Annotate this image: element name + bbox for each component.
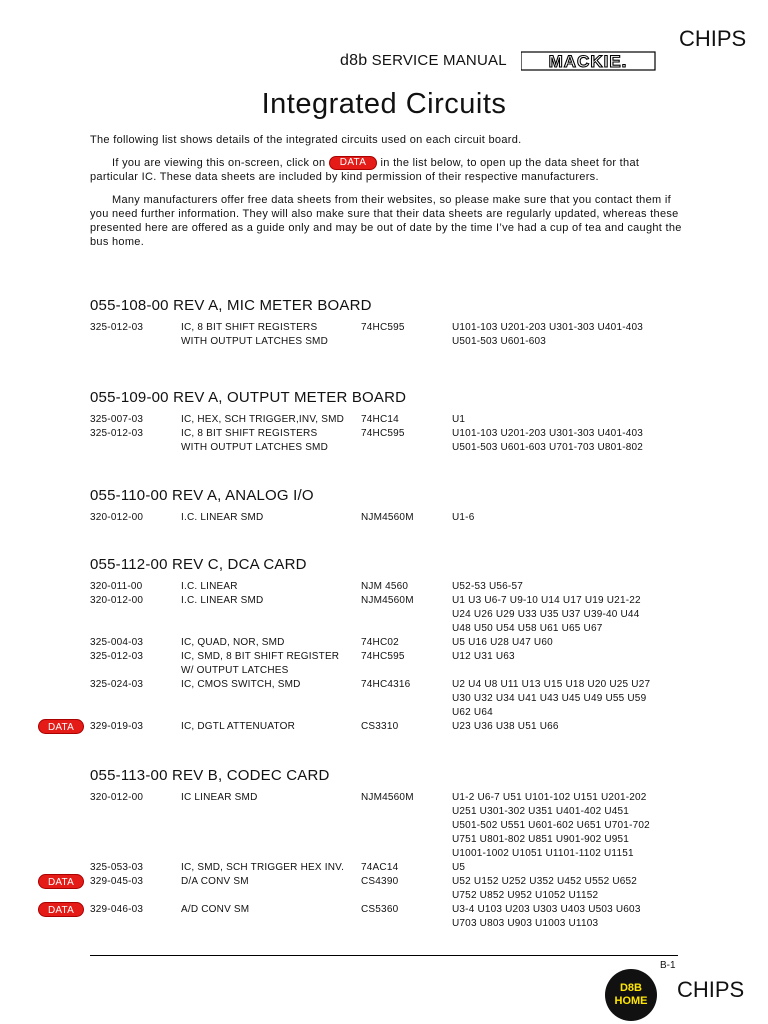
ic-row bbox=[90, 335, 690, 349]
ic-row bbox=[90, 791, 690, 805]
part-number: 320-011-00 bbox=[90, 581, 143, 592]
ic-row bbox=[90, 636, 690, 650]
page-number: B-1 bbox=[660, 960, 676, 971]
ic-type: 74HC595 bbox=[361, 651, 405, 662]
reference-designators: U62 U64 bbox=[452, 707, 493, 718]
ic-type: NJM 4560 bbox=[361, 581, 409, 592]
reference-designators: U52-53 U56-57 bbox=[452, 581, 523, 592]
part-number: 320-012-00 bbox=[90, 595, 144, 606]
ic-description: IC LINEAR SMD bbox=[181, 792, 258, 803]
intro-p2-end: in the list below, to open up the data sheet for that particular IC. These data sheets are included by kind permission of their respective manufacturers. bbox=[90, 157, 640, 183]
reference-designators: U1001-1002 U1051 U1101-1102 U1151 bbox=[452, 848, 634, 859]
part-number: 325-007-03 bbox=[90, 414, 144, 425]
ic-description: D/A CONV SM bbox=[181, 876, 249, 887]
datasheet-link-button[interactable]: DATA bbox=[38, 874, 84, 889]
board-section-title: 055-113-00 REV B, CODEC CARD bbox=[90, 767, 330, 784]
manual-label: SERVICE MANUAL bbox=[371, 52, 507, 69]
ic-row bbox=[90, 321, 690, 335]
ic-type: 74HC595 bbox=[361, 322, 405, 333]
manual-header bbox=[340, 52, 507, 70]
ic-type: NJM4560M bbox=[361, 595, 414, 606]
data-link-example[interactable]: DATA bbox=[329, 156, 377, 170]
home-line-1: D8B bbox=[619, 982, 642, 994]
ic-row bbox=[48, 875, 690, 889]
ic-row bbox=[90, 692, 690, 706]
ic-row bbox=[90, 706, 690, 720]
ic-row bbox=[90, 427, 690, 441]
ic-row bbox=[90, 650, 690, 664]
reference-designators: U101-103 U201-203 U301-303 U401-403 bbox=[452, 322, 644, 333]
model-name: d8b bbox=[340, 52, 368, 69]
ic-type: 74HC14 bbox=[361, 414, 399, 425]
board-section bbox=[90, 297, 690, 349]
ic-description: IC, SMD, 8 BIT SHIFT REGISTER bbox=[181, 651, 340, 662]
reference-designators: U30 U32 U34 U41 U43 U45 U49 U55 U59 bbox=[452, 693, 647, 704]
ic-row bbox=[90, 664, 690, 678]
page-title: Integrated Circuits bbox=[261, 88, 507, 120]
ic-row bbox=[90, 594, 690, 608]
home-line-2: HOME bbox=[614, 995, 648, 1007]
ic-type: NJM4560M bbox=[361, 512, 414, 523]
ic-row bbox=[90, 819, 690, 833]
reference-designators: U501-503 U601-603 bbox=[452, 336, 547, 347]
reference-designators: U2 U4 U8 U11 U13 U15 U18 U20 U25 U27 bbox=[452, 679, 651, 690]
reference-designators: U48 U50 U54 U58 U61 U65 U67 bbox=[452, 623, 603, 634]
ic-description: I.C. LINEAR SMD bbox=[181, 512, 264, 523]
reference-designators: U23 U36 U38 U51 U66 bbox=[452, 721, 559, 732]
ic-type: 74HC595 bbox=[361, 428, 405, 439]
ic-row bbox=[48, 720, 690, 734]
board-section bbox=[48, 767, 690, 931]
ic-description: IC, CMOS SWITCH, SMD bbox=[181, 679, 301, 690]
datasheet-link-button[interactable]: DATA bbox=[38, 719, 84, 734]
part-number: 329-046-03 bbox=[90, 904, 144, 915]
ic-type: 74HC4316 bbox=[361, 679, 411, 690]
reference-designators: U101-103 U201-203 U301-303 U401-403 bbox=[452, 428, 644, 439]
board-section bbox=[48, 556, 690, 734]
ic-description: IC, SMD, SCH TRIGGER HEX INV. bbox=[181, 862, 345, 873]
reference-designators: U703 U803 U903 U1003 U1103 bbox=[452, 918, 599, 929]
mackie-logo bbox=[521, 51, 659, 71]
ic-row bbox=[90, 889, 690, 903]
reference-designators: U501-502 U551 U601-602 U651 U701-702 bbox=[452, 820, 650, 831]
ic-description: A/D CONV SM bbox=[181, 904, 250, 915]
ic-description: IC, 8 BIT SHIFT REGISTERS bbox=[181, 322, 318, 333]
board-section bbox=[90, 487, 690, 525]
board-section-title: 055-112-00 REV C, DCA CARD bbox=[90, 556, 307, 573]
ic-row bbox=[90, 413, 690, 427]
part-number: 329-045-03 bbox=[90, 876, 144, 887]
ic-type: NJM4560M bbox=[361, 792, 414, 803]
ic-row bbox=[90, 917, 690, 931]
intro-paragraph-3: Many manufacturers offer free data sheets from their websites, so please make sure that you contact them if you need further information. They will also make sure that their data sheets are regularly updated, whereas these presented here are offered as a guide only and may be out of date by the time I’ve had a cup of tea and caught the bus home. bbox=[90, 194, 682, 248]
ic-description: IC, QUAD, NOR, SMD bbox=[181, 637, 285, 648]
reference-designators: U12 U31 U63 bbox=[452, 651, 515, 662]
ic-description: I.C. LINEAR bbox=[181, 581, 238, 592]
reference-designators: U501-503 U601-603 U701-703 U801-802 bbox=[452, 442, 644, 453]
mackie-logo-text: MACKIE. bbox=[548, 52, 628, 71]
reference-designators: U3-4 U103 U203 U303 U403 U503 U603 bbox=[452, 904, 641, 915]
reference-designators: U1 bbox=[452, 414, 466, 425]
chips-corner-label: CHIPS bbox=[679, 26, 747, 51]
part-number: 325-024-03 bbox=[90, 679, 144, 690]
reference-designators: U24 U26 U29 U33 U35 U37 U39-40 U44 bbox=[452, 609, 640, 620]
ic-row bbox=[90, 511, 690, 525]
part-number: 325-012-03 bbox=[90, 322, 144, 333]
reference-designators: U1-6 bbox=[452, 512, 475, 523]
reference-designators: U251 U301-302 U351 U401-402 U451 bbox=[452, 806, 630, 817]
reference-designators: U1 U3 U6-7 U9-10 U14 U17 U19 U21-22 bbox=[452, 595, 641, 606]
ic-type: 74HC02 bbox=[361, 637, 399, 648]
ic-row bbox=[90, 805, 690, 819]
board-section-title: 055-108-00 REV A, MIC METER BOARD bbox=[90, 297, 372, 314]
reference-designators: U752 U852 U952 U1052 U1152 bbox=[452, 890, 599, 901]
chips-corner-label-bottom: CHIPS bbox=[677, 977, 745, 1002]
intro-paragraph-1: The following list shows details of the integrated circuits used on each circuit board. bbox=[90, 134, 522, 146]
d8b-home-button[interactable] bbox=[605, 969, 657, 1021]
intro-paragraph-2 bbox=[90, 156, 682, 184]
ic-description: IC, DGTL ATTENUATOR bbox=[181, 721, 295, 732]
intro-p2-start: If you are viewing this on-screen, click on bbox=[112, 157, 326, 169]
reference-designators: U5 bbox=[452, 862, 466, 873]
board-section-title: 055-110-00 REV A, ANALOG I/O bbox=[90, 487, 314, 504]
reference-designators: U1-2 U6-7 U51 U101-102 U151 U201-202 bbox=[452, 792, 647, 803]
ic-row bbox=[90, 441, 690, 455]
footer-rule bbox=[90, 955, 678, 956]
ic-description: I.C. LINEAR SMD bbox=[181, 595, 264, 606]
part-number: 325-012-03 bbox=[90, 428, 144, 439]
ic-type: CS3310 bbox=[361, 721, 399, 732]
board-section-title: 055-109-00 REV A, OUTPUT METER BOARD bbox=[90, 389, 407, 406]
ic-description: W/ OUTPUT LATCHES bbox=[181, 665, 289, 676]
part-number: 320-012-00 bbox=[90, 512, 144, 523]
part-number: 325-053-03 bbox=[90, 862, 144, 873]
ic-row bbox=[90, 833, 690, 847]
part-number: 325-004-03 bbox=[90, 637, 144, 648]
reference-designators: U52 U152 U252 U352 U452 U552 U652 bbox=[452, 876, 638, 887]
datasheet-link-button[interactable]: DATA bbox=[38, 902, 84, 917]
ic-row bbox=[90, 847, 690, 861]
part-number: 325-012-03 bbox=[90, 651, 144, 662]
ic-row bbox=[90, 861, 690, 875]
part-number: 320-012-00 bbox=[90, 792, 144, 803]
ic-description: WITH OUTPUT LATCHES SMD bbox=[181, 442, 329, 453]
ic-row bbox=[90, 622, 690, 636]
board-section bbox=[90, 389, 690, 455]
ic-row bbox=[90, 678, 690, 692]
ic-row bbox=[90, 580, 690, 594]
ic-description: IC, HEX, SCH TRIGGER,INV, SMD bbox=[181, 414, 345, 425]
part-number: 329-019-03 bbox=[90, 721, 144, 732]
ic-row bbox=[48, 903, 690, 917]
ic-type: 74AC14 bbox=[361, 862, 399, 873]
ic-type: CS4390 bbox=[361, 876, 399, 887]
reference-designators: U751 U801-802 U851 U901-902 U951 bbox=[452, 834, 630, 845]
ic-row bbox=[90, 608, 690, 622]
reference-designators: U5 U16 U28 U47 U60 bbox=[452, 637, 553, 648]
ic-type: CS5360 bbox=[361, 904, 399, 915]
ic-description: WITH OUTPUT LATCHES SMD bbox=[181, 336, 329, 347]
ic-description: IC, 8 BIT SHIFT REGISTERS bbox=[181, 428, 318, 439]
